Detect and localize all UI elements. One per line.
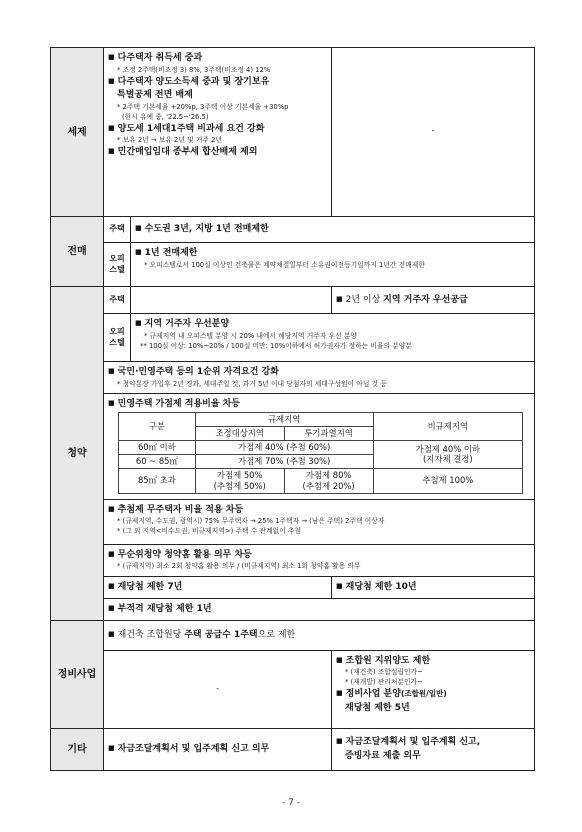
subscription-officetel-note-2: ** 100실 이상: 10%~20% / 100실 미만: 10%이하에서 허가권자가 정하는 비율의 분양분 <box>140 341 412 350</box>
etc-right-text-2: 증빙자료 제출 의무 <box>345 750 421 761</box>
row-subscription-illegal <box>51 598 535 620</box>
ratio-row1-kind: 60㎡ 이하 <box>119 441 196 455</box>
etc-left-text: ■ 자금조달계획서 및 입주계획 신고 의무 <box>108 743 270 754</box>
subscription-lottery-title: ■ 추첨제 무주택자 비율 적용 차등 <box>108 504 244 515</box>
subscription-illegal-content <box>104 598 535 620</box>
resale-house-text: ■ 수도권 3년, 지방 1년 전매제한 <box>135 224 269 235</box>
subscription-nonrank-content <box>104 544 535 576</box>
bullet-square-icon: ■ <box>108 504 115 513</box>
maintenance-r1-note-2: * (재개발) 관리처분인가~ <box>345 678 423 687</box>
tax-item-1-note: * 조정 2주택(비조정 3) 8%, 3주택(비조정 4) 12% <box>117 65 271 74</box>
row-subscription-rewin <box>51 576 535 598</box>
tax-item-2-note-1: * 2주택 기본세율 +20%p, 3주택 이상 기본세율 +30%p <box>117 102 289 111</box>
subscription-house-label: 주택 <box>104 287 131 314</box>
subscription-rewin-right-text: ■ 재당첨 제한 10년 <box>336 581 417 592</box>
ratio-header-kind: 구분 <box>119 413 196 441</box>
resale-officetel-content <box>131 243 535 287</box>
row-resale-officetel <box>51 243 535 287</box>
row-maintenance-detail <box>51 650 535 728</box>
subscription-officetel-content <box>131 314 535 362</box>
subscription-house-left-empty <box>131 287 332 314</box>
row-subscription-house <box>51 287 535 314</box>
ratio-header-regulated: 규제지역 <box>195 413 373 427</box>
row-subscription-lottery <box>51 499 535 544</box>
etc-right <box>332 728 535 770</box>
resale-officetel-note: * 오피스텔로서 100실 이상인 건축물은 계약체결일부터 소유권이전등기일까지 1년간 전매제한 <box>144 260 425 269</box>
ratio-header-overheat: 투기과열지역 <box>284 427 373 441</box>
bullet-square-icon: ■ <box>336 689 343 698</box>
bullet-square-icon: ■ <box>336 737 343 746</box>
bullet-square-icon: ■ <box>108 549 115 558</box>
bullet-square-icon: ■ <box>108 147 115 156</box>
subscription-lottery-note-1: * (규제지역, 수도권, 광역시) 75% 무주택자 → 25% 1주택자 → (남은 주택) 2주택 이상자 <box>117 517 385 526</box>
etc-right-text-1: ■ 자금조달계획서 및 입주계획 신고, <box>336 737 481 748</box>
ratio-row3-nonregulated: 추첨제 100% <box>373 468 523 493</box>
subscription-rewin-left-text: ■ 재당첨 제한 7년 <box>108 581 183 592</box>
subscription-house-right <box>332 287 535 314</box>
bullet-square-icon: ■ <box>108 581 115 590</box>
ratio-row1-regulated: 가점제 40% (추첨 60%) <box>195 441 373 455</box>
subscription-lottery-note-2: * (그 외 지역<비수도권, 비규제지역>) 주택 수 관계없이 추첨 <box>117 527 301 536</box>
row-subscription-officetel <box>51 314 535 362</box>
tax-item-3-title: ■ 양도세 1세대1주택 비과세 요건 강화 <box>108 123 265 134</box>
bullet-square-icon: ■ <box>108 398 115 407</box>
bullet-square-icon: ■ <box>336 581 343 590</box>
maintenance-top-text: ■ 재건축 조합원당 주택 공급수 1주택으로 제한 <box>108 629 296 640</box>
bullet-square-icon: ■ <box>108 743 115 752</box>
category-tax: 세제 <box>51 48 104 217</box>
subscription-illegal-text: ■ 부적격 재당첨 제한 1년 <box>108 603 212 614</box>
resale-officetel-title: ■ 1년 전매제한 <box>135 248 198 258</box>
tax-item-2-note-2: (한시 유예 중, '22.5~'26.5) <box>122 112 209 121</box>
resale-officetel-label: 오피 스텔 <box>104 243 131 287</box>
bullet-square-icon: ■ <box>108 123 115 132</box>
tax-item-3-note: * 보유 2년 → 보유 2년 및 거주 2년 <box>117 136 223 145</box>
regulation-table <box>50 47 535 771</box>
subscription-officetel-note-1: * 규제지역 내 오피스텔 분양 시 20% 내에서 해당지역 거주자 우선 분양 <box>144 331 357 340</box>
category-resale: 전매 <box>51 217 104 287</box>
maintenance-r1-title: ■ 조합원 지위양도 제한 <box>336 655 431 666</box>
subscription-nonrank-note: * (규제지역) 최소 2회 청약홈 활용 의무 / (비규제지역) 최소 1회 청약홈 활용 의무 <box>117 562 361 571</box>
resale-house-label: 주택 <box>104 217 131 243</box>
maintenance-left-empty: - <box>104 650 332 728</box>
row-tax <box>51 48 535 217</box>
subscription-officetel-title: ■ 지역 거주자 우선분양 <box>135 319 230 329</box>
resale-house-content <box>131 217 535 243</box>
subscription-nonrank-title: ■ 무순위청약 청약홈 활용 의무 차등 <box>108 549 252 560</box>
bullet-square-icon: ■ <box>108 629 115 638</box>
subscription-rank-content <box>104 362 535 394</box>
row-etc <box>51 728 535 770</box>
maintenance-r2-title: ■ 정비사업 분양(조합원/일반) <box>336 689 447 700</box>
ratio-row2-kind: 60 ~ 85㎡ <box>119 454 196 468</box>
tax-content <box>104 48 332 217</box>
row-resale-house <box>51 217 535 243</box>
category-etc: 기타 <box>51 728 104 770</box>
ratio-row3-kind: 85㎡ 초과 <box>119 468 196 493</box>
category-maintenance: 정비사업 <box>51 620 104 728</box>
bullet-square-icon: ■ <box>108 53 115 61</box>
bullet-square-icon: ■ <box>108 603 115 612</box>
maintenance-right-content <box>332 650 535 728</box>
ratio-row2-regulated: 가점제 70% (추첨 30%) <box>195 454 373 468</box>
row-subscription-rank <box>51 362 535 394</box>
ratio-header-adjust: 조정대상지역 <box>195 427 284 441</box>
subscription-lottery-content <box>104 499 535 544</box>
subscription-ratio-title: ■ 민영주택 가점제 적용비율 차등 <box>108 398 241 409</box>
subscription-rewin-left <box>104 576 332 598</box>
ratio-row3-overheat: 가점제 80% (추첨제 20%) <box>284 468 373 493</box>
page-number: - 7 - <box>282 798 300 808</box>
tax-right-empty: - <box>332 48 535 217</box>
tax-item-4-title: ■ 민간매입임대 종부세 합산배제 제외 <box>108 147 258 158</box>
subscription-officetel-label: 오피 스텔 <box>104 314 131 362</box>
ratio-header-nonregulated: 비규제지역 <box>373 413 523 441</box>
row-maintenance-top <box>51 620 535 650</box>
ratio-row1-nonregulated: 가점제 40% 이하 (지자체 결정) <box>373 441 523 469</box>
bullet-square-icon: ■ <box>336 294 343 303</box>
maintenance-r2-title-line2: 재당첨 제한 5년 <box>345 702 410 713</box>
row-subscription-nonrank <box>51 544 535 576</box>
bullet-square-icon: ■ <box>108 76 115 85</box>
bullet-square-icon: ■ <box>336 655 343 664</box>
bullet-square-icon: ■ <box>108 367 115 375</box>
subscription-rank-title: ■ 국민·민영주택 등의 1순위 자격요건 강화 <box>108 367 279 377</box>
tax-item-1-title: ■ 다주택자 취득세 중과 <box>108 53 203 63</box>
ratio-row3-adjust: 가점제 50% (추첨제 50%) <box>195 468 284 493</box>
subscription-house-right-text: ■ 2년 이상 지역 거주자 우선공급 <box>336 294 468 305</box>
row-subscription-ratio <box>51 393 535 499</box>
ratio-table <box>118 412 523 494</box>
subscription-rewin-right <box>332 576 535 598</box>
tax-item-2-title: ■ 다주택자 양도소득세 중과 및 장기보유 <box>108 76 270 87</box>
subscription-rank-note: * 청약통장 가입후 2년 경과, 세대주일 것, 과거 5년 이내 당첨자의 세대구성원이 아닐 것 등 <box>117 379 387 388</box>
bullet-square-icon: ■ <box>135 248 142 256</box>
bullet-square-icon: ■ <box>135 319 142 327</box>
tax-item-2-title-line2: 특별공제 전면 배제 <box>117 90 193 101</box>
etc-left <box>104 728 332 770</box>
category-subscription: 청약 <box>51 287 104 621</box>
maintenance-top-content <box>104 620 535 650</box>
bullet-square-icon: ■ <box>135 224 142 233</box>
subscription-ratio-content <box>104 393 535 499</box>
maintenance-r1-note-1: * (재건축) 조합설립인가~ <box>345 668 423 677</box>
